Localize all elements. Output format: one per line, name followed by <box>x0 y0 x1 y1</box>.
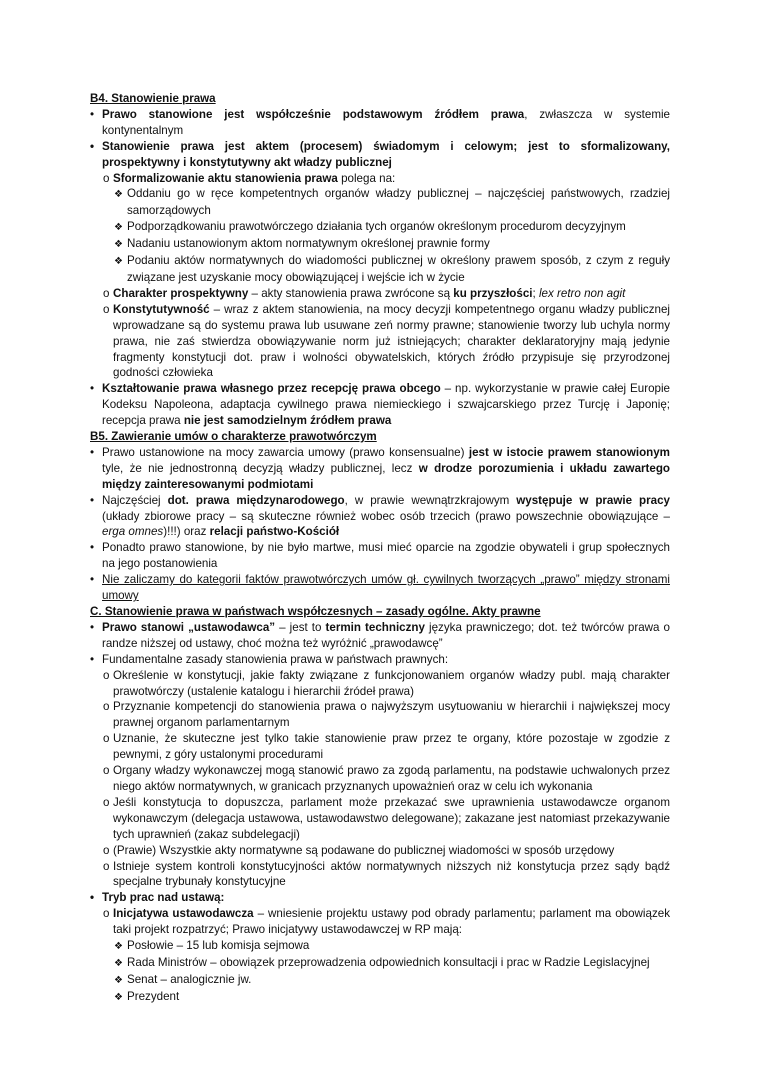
list-item: ❖ Nadaniu ustanowionym aktom normatywnym określonej prawnie formy <box>90 236 670 253</box>
paragraph: • Nie zaliczamy do kategorii faktów prawotwórczych umów gł. cywilnych tworzących „prawo” między stronami umowy <box>90 573 670 603</box>
diamond-marker: ❖ <box>114 222 123 234</box>
paragraph: • Fundamentalne zasady stanowienia prawa w państwach prawnych: <box>90 652 449 666</box>
diamond-marker: ❖ <box>114 941 123 953</box>
circle-marker: o <box>103 302 110 316</box>
list-item: ❖ Podporządkowaniu prawotwórczego działania tych organów określonym procedurom decyzyjnym <box>90 219 670 236</box>
section-heading-c: C. Stanowienie prawa w państwach współczesnych – zasady ogólne. Akty prawne <box>90 605 541 618</box>
paragraph: • Prawo stanowione jest współcześnie podstawowym źródłem prawa, zwłaszcza w systemie kontynentalnym <box>90 107 670 137</box>
sub-paragraph: o Przyznanie kompetencji do stanowienia prawa o najwyższym usytuowaniu w hierarchii i największej mocy prawnej organom parlamentarnym <box>103 700 670 730</box>
bullet-marker: • <box>90 541 95 555</box>
sub-paragraph: o Charakter prospektywny – akty stanowienia prawa zwrócone są ku przyszłości; lex retro non agit <box>103 286 626 300</box>
section-heading-b5: B5. Zawieranie umów o charakterze prawotwórczym <box>90 430 377 444</box>
diamond-marker: ❖ <box>114 256 123 268</box>
circle-marker: o <box>103 907 110 921</box>
document-page <box>90 91 670 1006</box>
circle-marker: o <box>103 764 110 778</box>
sub-paragraph: o Jeśli konstytucja to dopuszcza, parlament może przekazać swe uprawnienia ustawodawcze organom wykonawczym (delegacja ustawowa, ustawodawstwo delegowane); zakazane jest natomiast przekazywanie tych uprawnień (zakaz subdelegacji) <box>103 795 670 841</box>
paragraph: • Prawo ustanowione na mocy zawarcia umowy (prawo konsensualne) jest w istocie prawem stanowionym tyle, że nie jednostronną decyzją władzy publicznej, lecz w drodze porozumienia i układu zawartego między zainteresowanymi podmiotami <box>90 445 670 491</box>
circle-marker: o <box>103 286 110 300</box>
circle-marker: o <box>103 700 110 714</box>
circle-marker: o <box>103 171 110 185</box>
sub-paragraph: o Określenie w konstytucji, jakie fakty związane z funkcjonowaniem organów władzy publ. mają charakter prawotwórczy (ustalenie katalogu i hierarchii źródeł prawa) <box>103 668 670 698</box>
diamond-marker: ❖ <box>114 991 123 1003</box>
section-heading-b4: B4. Stanowienie prawa <box>90 92 216 105</box>
paragraph: • Prawo stanowi „ustawodawca” – jest to termin techniczny języka prawniczego; dot. też twórców prawa o randze niższej od ustawy, choć można też wyróżnić „prawodawcę” <box>90 620 670 650</box>
bullet-marker: • <box>90 493 95 507</box>
sub-paragraph: o Uznanie, że skuteczne jest tylko takie stanowienie praw przez te organy, które pozostaje w zgodzie z pewnymi, z góry ustalonymi procedurami <box>103 732 670 762</box>
list-item: ❖ Prezydent <box>90 989 670 1006</box>
sub-paragraph: o Sformalizowanie aktu stanowienia prawa polega na: <box>103 171 396 185</box>
list-item: ❖ Senat – analogicznie jw. <box>90 972 670 989</box>
list-item: ❖ Rada Ministrów – obowiązek przeprowadzenia odpowiednich konsultacji i prac w Radzie Legislacyjnej <box>90 955 670 972</box>
circle-marker: o <box>103 668 110 682</box>
bullet-marker: • <box>90 107 95 121</box>
paragraph: • Ponadto prawo stanowione, by nie było martwe, musi mieć oparcie na zgodzie obywateli i grup społecznych na jego postanowienia <box>90 541 670 571</box>
circle-marker: o <box>103 795 110 809</box>
circle-marker: o <box>103 732 110 746</box>
list-item: ❖ Posłowie – 15 lub komisja sejmowa <box>90 938 670 955</box>
circle-marker: o <box>103 843 110 857</box>
diamond-marker: ❖ <box>114 974 123 986</box>
bullet-marker: • <box>90 139 95 153</box>
paragraph: • Stanowienie prawa jest aktem (procesem) świadomym i celowym; jest to sformalizowany, prospektywny i konstytutywny akt władzy publicznej <box>90 139 670 169</box>
bullet-marker: • <box>90 573 95 587</box>
diamond-marker: ❖ <box>114 239 123 251</box>
paragraph: • Najczęściej dot. prawa międzynarodowego, w prawie wewnątrzkrajowym występuje w prawie pracy (układy zbiorowe pracy – są skuteczne również wobec osób trzecich (prawo powszechnie obowiązujące – erga omnes)!!!) oraz relacji państwo-Kościół <box>90 493 670 539</box>
paragraph: • Kształtowanie prawa własnego przez recepcję prawa obcego – np. wykorzystanie w prawie całej Europie Kodeksu Napoleona, adaptacja cywilnego prawa niemieckiego i szwajcarskiego przez Turcję i Japonię; recepcja prawa nie jest samodzielnym źródłem prawa <box>90 382 671 428</box>
sub-paragraph: o Organy władzy wykonawczej mogą stanowić prawo za zgodą parlamentu, na podstawie uchwalonych przez niego aktów normatywnych, w granicach przyznanych upoważnień oraz w celu ich wykonania <box>103 764 670 793</box>
sub-paragraph: o Inicjatywa ustawodawcza – wniesienie projektu ustawy pod obrady parlamentu; parlament ma obowiązek taki projekt rozpatrzyć; Prawo inicjatywy ustawodawczej w RP mają: <box>103 907 670 937</box>
diamond-marker: ❖ <box>114 957 123 969</box>
bullet-marker: • <box>90 620 95 634</box>
bullet-marker: • <box>90 382 95 396</box>
bullet-marker: • <box>90 445 95 459</box>
sub-paragraph: o Istnieje system kontroli konstytucyjności aktów normatywnych niższych niż konstytucja przez sądy bądź specjalne trybunały konstytucyjne <box>103 859 670 889</box>
list-item: ❖ Oddaniu go w ręce kompetentnych organów władzy publicznej – najczęściej państwowych, rzadziej samorządowych <box>114 187 670 218</box>
bullet-marker: • <box>90 891 95 905</box>
circle-marker: o <box>103 859 110 873</box>
paragraph: • Tryb prac nad ustawą: <box>90 891 225 905</box>
sub-paragraph: o Konstytutywność – wraz z aktem stanowienia, na mocy decyzji kompetentnego organu władzy publicznej wprowadzane są do systemu prawa lub usuwane zeń normy prawne; stanowienie tworzy lub uchyla normy prawa, nie zaś stwierdza obowiązywanie norm już istniejących; charakter deklaratoryjny mają jedynie fragmenty konstytucji dot. praw i wolności obywatelskich, których źródło przypisuje się przyrodzonej godności człowieka <box>103 302 670 380</box>
sub-paragraph: o (Prawie) Wszystkie akty normatywne są podawane do publicznej wiadomości w sposób urzędowy <box>103 843 615 857</box>
bullet-marker: • <box>90 652 95 666</box>
diamond-marker: ❖ <box>114 189 123 201</box>
list-item: ❖ Podaniu aktów normatywnych do wiadomości publicznej w określony prawem sposób, z czym z reguły związane jest uzyskanie mocy obowiązującej i wejście ich w życie <box>114 254 670 284</box>
